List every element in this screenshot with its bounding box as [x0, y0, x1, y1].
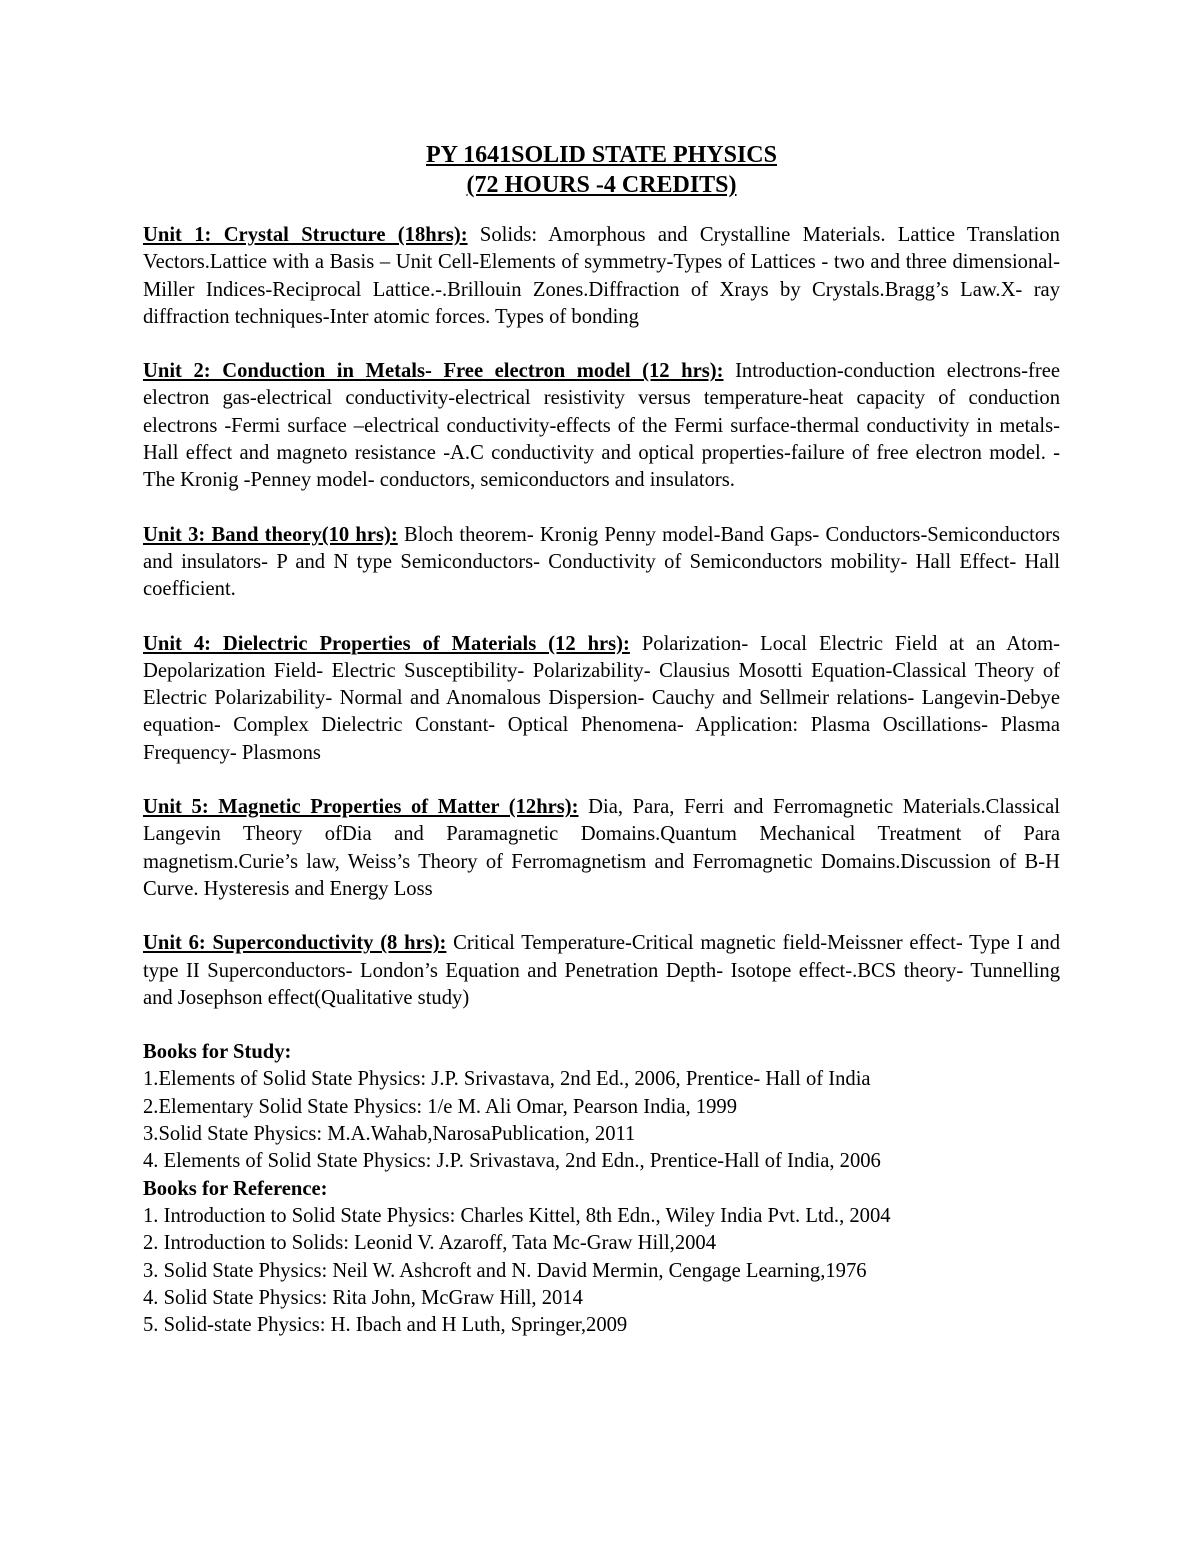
unit-5-heading: Unit 5: Magnetic Properties of Matter (12hrs): — [143, 796, 579, 819]
reference-book-item: 3. Solid State Physics: Neil W. Ashcroft and N. David Mermin, Cengage Learning,1976 — [143, 1259, 867, 1282]
books-for-reference-heading: Books for Reference: — [143, 1177, 328, 1200]
unit-6-heading: Unit 6: Superconductivity (8 hrs): — [143, 932, 447, 955]
page-title: PY 1641SOLID STATE PHYSICS — [426, 142, 777, 168]
books-for-study-heading: Books for Study: — [143, 1041, 292, 1064]
books-for-study-list — [143, 1066, 1060, 1175]
unit-2-heading: Unit 2: Conduction in Metals- Free electron model (12 hrs): — [143, 360, 724, 383]
unit-5-paragraph — [143, 794, 1060, 903]
unit-4-paragraph — [143, 631, 1060, 767]
unit-2-paragraph — [143, 358, 1060, 494]
unit-4-body: Polarization- Local Electric Field at an Atom- Depolarization Field- Electric Susceptibility- Polarizability- Clausius Mosotti Equation-Classical Theory of Electric Polarizability- Normal and Anomalous Dispersion- Cauchy and Sellmeir relations- Langevin-Debye equation- Complex Dielectric Constant- Optical Phenomena- Application: Plasma Oscillations- Plasma Frequency- Plasmons — [143, 632, 1060, 764]
study-book-item: 2.Elementary Solid State Physics: 1/e M. Ali Omar, Pearson India, 1999 — [143, 1095, 738, 1118]
unit-1-heading: Unit 1: Crystal Structure (18hrs): — [143, 224, 468, 246]
unit-3-heading: Unit 3: Band theory(10 hrs): — [143, 523, 398, 546]
unit-3-paragraph — [143, 522, 1060, 604]
unit-3-body: Bloch theorem- Kronig Penny model-Band Gaps- Conductors-Semiconductors and insulators- P and N type Semiconductors- Conductivity of Semiconductors mobility- Hall Effect- Hall coefficient. — [143, 523, 1060, 601]
unit-4-heading: Unit 4: Dielectric Properties of Materials (12 hrs): — [143, 632, 630, 655]
books-for-reference-list — [143, 1203, 1060, 1339]
study-book-item: 3.Solid State Physics: M.A.Wahab,NarosaPublication, 2011 — [143, 1123, 636, 1146]
reference-book-item: 1. Introduction to Solid State Physics: Charles Kittel, 8th Edn., Wiley India Pvt. Ltd., 2004 — [143, 1204, 891, 1227]
unit-6-paragraph — [143, 930, 1060, 1012]
unit-6-body: Critical Temperature-Critical magnetic field-Meissner effect- Type I and type II Superconductors- London’s Equation and Penetration Depth- Isotope effect-.BCS theory- Tunnelling and Josephson effect(Qualitative study) — [143, 932, 1060, 1009]
reference-book-item: 5. Solid-state Physics: H. Ibach and H Luth, Springer,2009 — [143, 1314, 628, 1337]
study-book-item: 4. Elements of Solid State Physics: J.P. Srivastava, 2nd Edn., Prentice-Hall of India, 2006 — [143, 1150, 881, 1173]
unit-2-body: Introduction-conduction electrons-free electron gas-electrical conductivity-electrical resistivity versus temperature-heat capacity of conduction electrons -Fermi surface –electrical conductivity-effects of the Fermi surface-thermal conductivity in metals-Hall effect and magneto resistance -A.C conductivity and optical properties-failure of free electron model. -The Kronig -Penney model- conductors, semiconductors and insulators. — [143, 360, 1060, 492]
title-block — [143, 140, 1060, 200]
syllabus-page — [143, 140, 1060, 1339]
study-book-item: 1.Elements of Solid State Physics: J.P. Srivastava, 2nd Ed., 2006, Prentice- Hall of India — [143, 1068, 871, 1091]
reference-book-item: 2. Introduction to Solids: Leonid V. Azaroff, Tata Mc-Graw Hill,2004 — [143, 1232, 717, 1255]
unit-5-body: Dia, Para, Ferri and Ferromagnetic Materials.Classical Langevin Theory ofDia and Paramagnetic Domains.Quantum Mechanical Treatment of Para magnetism.Curie’s law, Weiss’s Theory of Ferromagnetism and Ferromagnetic Domains.Discussion of B-H Curve. Hysteresis and Energy Loss — [143, 796, 1060, 900]
page-subtitle: (72 HOURS -4 CREDITS) — [466, 172, 737, 198]
unit-1-body: Solids: Amorphous and Crystalline Materials. Lattice Translation Vectors.Lattice with a Basis – Unit Cell-Elements of symmetry-Types of Lattices - two and three dimensional- Miller Indices-Reciprocal Lattice.-.Brillouin Zones.Diffraction of Xrays by Crystals.Bragg’s Law.X- ray diffraction techniques-Inter atomic forces. Types of bonding — [143, 224, 1060, 328]
reference-book-item: 4. Solid State Physics: Rita John, McGraw Hill, 2014 — [143, 1286, 583, 1309]
unit-1-paragraph — [143, 222, 1060, 331]
